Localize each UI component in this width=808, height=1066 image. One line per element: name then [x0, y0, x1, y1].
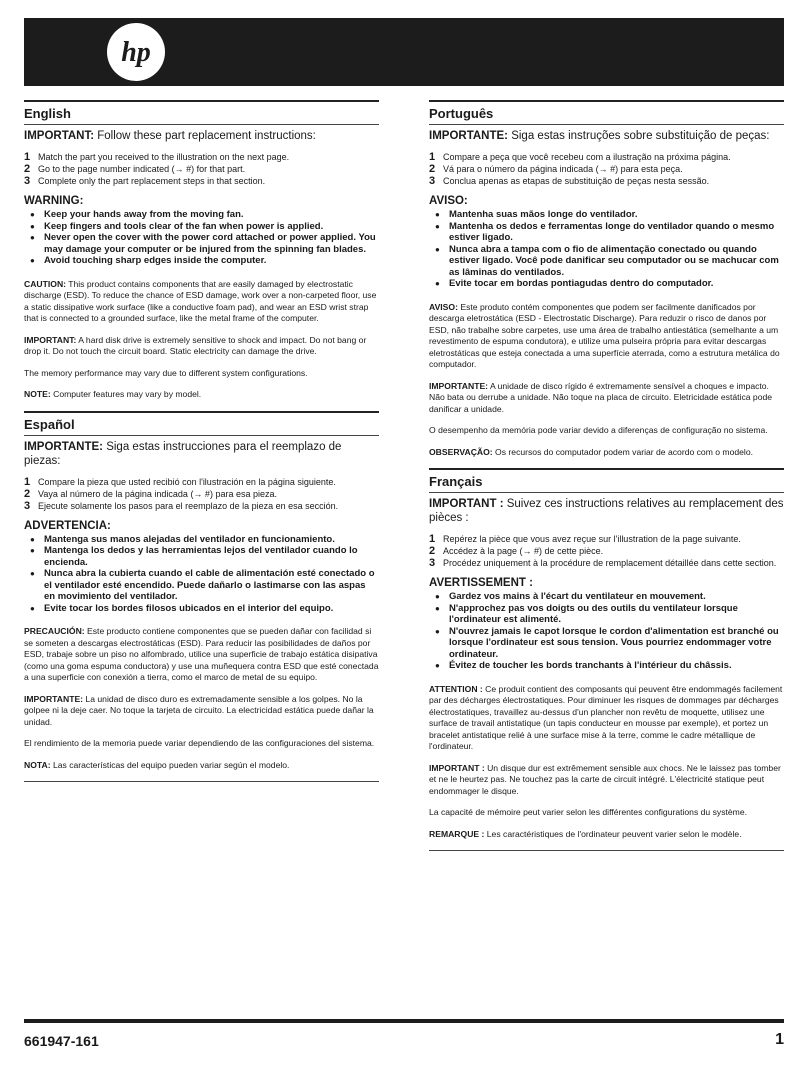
list-item: ● Keep fingers and tools clear of the fan when power is applied.: [30, 220, 324, 232]
divider: [24, 781, 379, 782]
caution-paragraph: ATTENTION : Ce produit contient des composants qui peuvent être endommagés facilement par des décharges électrostatiques. Pour diminuer les risques de dommages par décharges électrostatiques, travaillez au-dessus d'un plancher non revêtu de moquette, utilisez une surface de travail antistatique (un tapis conducteur en mousse par exemple), et portez un bracelet antistatique relié à une surface mise à la terre, comme le cadre métallique de l'ordinateur.: [429, 683, 783, 751]
list-item: 1 Compare la pieza que usted recibió con l'ilustración en la página siguiente.: [24, 475, 336, 488]
warning-list: [24, 209, 379, 267]
list-item: 3 Procédez uniquement à la procédure de remplacement détaillée dans cette section.: [429, 557, 777, 569]
warning-title: AVERTISSEMENT :: [429, 577, 533, 589]
note-paragraph: NOTA: Las características del equipo pueden variar según el modelo.: [24, 759, 290, 770]
memory-paragraph: El rendimiento de la memoria puede variar dependiendo de las configuraciones del sistema.: [24, 738, 375, 748]
document-number: 661947-161: [24, 1033, 99, 1049]
section-title: Português: [429, 100, 784, 125]
steps-list: [24, 151, 379, 187]
header-bar: [24, 18, 784, 86]
memory-paragraph: La capacité de mémoire peut varier selon les différentes configurations du système.: [429, 807, 747, 817]
note-paragraph: REMARQUE : Les caractéristiques de l'ordinateur peuvent varier selon le modèle.: [429, 828, 742, 839]
list-item: ● Mantenga sus manos alejadas del ventilador en funcionamiento.: [30, 533, 335, 545]
section-espanol: [24, 411, 379, 783]
list-item: 2 Accédez à la page (→ #) de cette pièce.: [429, 545, 604, 557]
important-paragraph: IMPORTANT : Un disque dur est extrêmement sensible aux chocs. Ne le laissez pas tomber et ne le heurtez pas. Ne touchez pas la carte de circuit intégré. L'électricité statique peut endommager le disque.: [429, 762, 781, 796]
list-item: 3 Complete only the part replacement steps in that section.: [24, 175, 266, 187]
section-title: Français: [429, 468, 784, 493]
note-paragraph: OBSERVAÇÃO: Os recursos do computador podem variar de acordo com o modelo.: [429, 446, 753, 457]
list-item: ● Nunca abra la cubierta cuando el cable de alimentación esté conectado o el ventilador esté encendido. Puede dañarlo o lastimarse con las aspas en movimiento del ventilador.: [30, 568, 375, 602]
list-item: ● Nunca abra a tampa com o fio de alimentação conectado ou quando estiver ligado. Você pode danificar seu computador ou se machucar com as lâminas do ventilados.: [435, 243, 779, 278]
list-item: ● Évitez de toucher les bords tranchants à l'intérieur du châssis.: [435, 660, 732, 671]
warning-list: [24, 534, 379, 615]
list-item: 3 Conclua apenas as etapas de substituição de peças nesta sessão.: [429, 175, 710, 187]
list-item: ● Mantenha suas mãos longe do ventilador.: [435, 209, 638, 220]
list-item: ● Mantenga los dedos y las herramientas lejos del ventilador cuando lo encienda.: [30, 545, 358, 568]
important-line: IMPORTANT : Suivez ces instructions relatives au remplacement des pièces :: [429, 498, 784, 524]
important-paragraph: IMPORTANTE: La unidad de disco duro es extremadamente sensible a los golpes. No la golpee ni la deje caer. No toque la tarjeta de circuito. La electricidad estática puede dañar la unidad.: [24, 693, 374, 727]
list-item: ● Evite tocar los bordes filosos ubicados en el interior del equipo.: [30, 602, 334, 614]
list-item: 3 Ejecute solamente los pasos para el reemplazo de la pieza en esa sección.: [24, 499, 339, 512]
divider: [429, 850, 784, 851]
list-item: 2 Vaya al número de la página indicada (→ #) para esa pieza.: [24, 487, 277, 500]
important-paragraph: IMPORTANTE: A unidade de disco rígido é extremamente sensível a choques e impacto. Não bata ou derrube a unidade. Não toque na placa de circuito. Eletricidade estática pode danificar a unidade.: [429, 380, 773, 414]
list-item: ● Keep your hands away from the moving fan.: [30, 209, 244, 220]
warning-list: [429, 591, 784, 672]
warning-title: AVISO:: [429, 195, 468, 207]
list-item: ● Gardez vos mains à l'écart du ventilateur en mouvement.: [435, 591, 706, 602]
footer-bar: [24, 1019, 784, 1023]
list-item: ● Mantenha os dedos e ferramentas longe do ventilador quando o mesmo estiver ligado.: [435, 220, 775, 243]
steps-list: [429, 151, 784, 187]
page-number: 1: [775, 1031, 784, 1048]
caution-paragraph: AVISO: Este produto contém componentes que podem ser facilmente danificados por descarga eletrostática (ESD - Electrostatic Discharge). Para reduzir o risco de danos por ESD, não trabalhe sobre carpetes, use uma área de trabalho antiestática (semelhante a um revestimento de espuma condutora), e utilize uma pulseira própria para evitar descargas eletrostáticas que esteja conectada a uma superfície aterrada, como a estrutura metálica do computador.: [429, 301, 780, 369]
list-item: ● N'ouvrez jamais le capot lorsque le cordon d'alimentation est branché ou lorsque l'ordinateur est sous tension. Vous pourriez endommager votre ordinateur.: [435, 625, 779, 660]
section-portugues: [429, 100, 784, 458]
list-item: 1 Compare a peça que você recebeu com a ilustração na próxima página.: [429, 151, 731, 163]
section-title: Español: [24, 411, 379, 436]
caution-paragraph: CAUTION: This product contains components that are easily damaged by electrostatic discharge (ESD). To reduce the chance of ESD damage, work over a non-carpeted floor, use a static dissipative work surface (like a conductive foam pad), and wear an ESD wrist strap that is connected to a grounded surface, like the metal frame of the computer.: [24, 278, 377, 323]
important-line: IMPORTANTE: Siga estas instruções sobre substituição de peças:: [429, 130, 770, 142]
warning-title: ADVERTENCIA:: [24, 519, 111, 532]
caution-paragraph: PRECAUCIÓN: Este producto contiene componentes que se pueden dañar con facilidad si se someten a descargas electrostáticas (ESD). Para reducir las posibilidades de daños por ESD, trabaje sobre un piso no alfombrado, utilice una superficie de trabajo estática disipativa (como una goma espuma conductora) y use una muñequera contra ESD que esté conectada a una superficie con conexión a tierra, como el marco de metal de su equipo.: [24, 626, 379, 682]
important-paragraph: IMPORTANT: A hard disk drive is extremely sensitive to shock and impact. Do not bang or drop it. Do not touch the circuit board. Static electricity can damage the drive.: [24, 334, 367, 356]
warning-list: [429, 209, 784, 290]
steps-list: [429, 533, 784, 569]
hp-logo: [106, 22, 166, 82]
important-line: IMPORTANTE: Siga estas instrucciones para el reemplazo de piezas:: [24, 440, 342, 467]
list-item: ● Evite tocar em bordas pontiagudas dentro do computador.: [435, 278, 714, 289]
section-english: [24, 100, 379, 401]
list-item: ● Avoid touching sharp edges inside the computer.: [30, 255, 267, 266]
steps-list: [24, 476, 379, 512]
note-paragraph: NOTE: Computer features may vary by model.: [24, 389, 202, 399]
memory-paragraph: The memory performance may vary due to different system configurations.: [24, 367, 308, 378]
right-column: [429, 100, 784, 861]
list-item: ● N'approchez pas vos doigts ou des outils du ventilateur lorsque l'ordinateur est alimenté.: [435, 602, 738, 625]
section-francais: [429, 468, 784, 851]
list-item: ● Never open the cover with the power cord attached or power applied. You may damage your computer or be injured from the spinning fan blades.: [30, 232, 376, 255]
important-line: IMPORTANT: Follow these part replacement instructions:: [24, 130, 316, 142]
memory-paragraph: O desempenho da memória pode variar devido a diferenças de configuração no sistema.: [429, 425, 768, 435]
list-item: 2 Vá para o número da página indicada (→ #) para esta peça.: [429, 163, 683, 175]
list-item: 1 Match the part you received to the illustration on the next page.: [24, 151, 290, 163]
logo-text: hp: [121, 37, 151, 68]
left-column: [24, 100, 379, 792]
list-item: 1 Repérez la pièce que vous avez reçue sur l'illustration de la page suivante.: [429, 533, 741, 545]
section-title: English: [24, 100, 379, 125]
warning-title: WARNING:: [24, 195, 84, 207]
list-item: 2 Go to the page number indicated (→ #) for that part.: [24, 163, 246, 175]
